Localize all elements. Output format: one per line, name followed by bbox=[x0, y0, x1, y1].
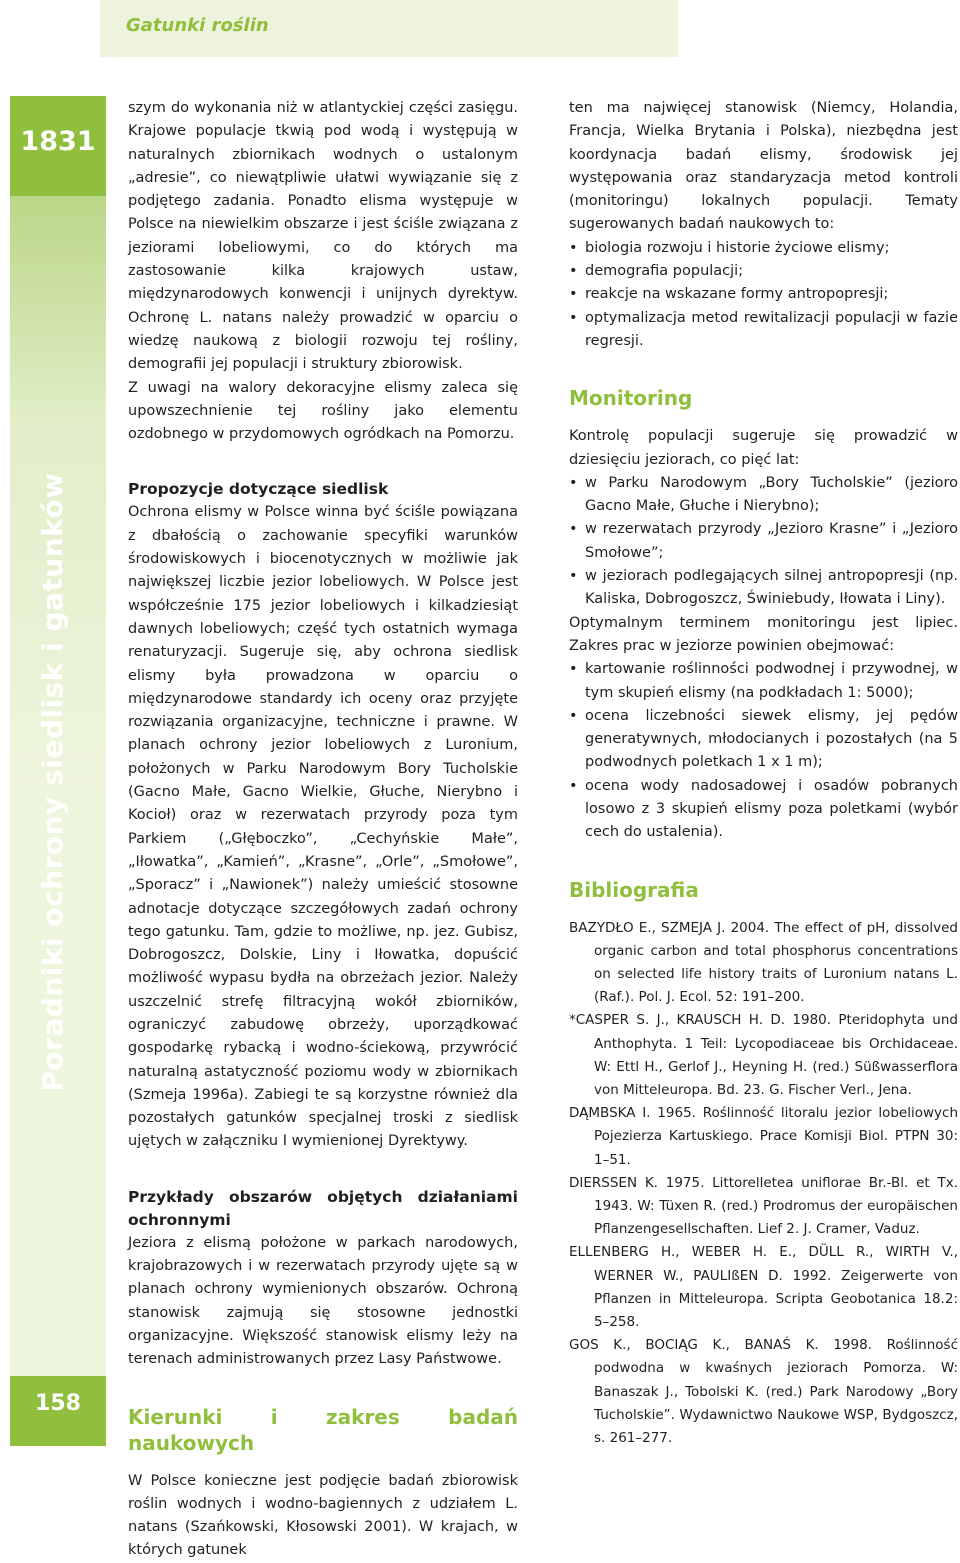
right-column bbox=[569, 97, 958, 1450]
bibliography-entry: GOS K., BOCIĄG K., BANAŚ K. 1998. Roślinność podwodna w kwaśnych jeziorach Pomorza. W: Banaszak J., Tobolski K. (red.) Park Narodowy „Bory Tucholskie”. Wydawnictwo Naukowe WSP, Bydgoszcz, s. 261–277. bbox=[569, 1337, 958, 1447]
paragraph: Z uwagi na walory dekoracyjne elismy zaleca się upowszechnienie tej rośliny jako elementu ozdobnego w przydomowych ogródkach na Pomorzu. bbox=[128, 379, 518, 443]
list-item: • reakcje na wskazane formy antropopresji; bbox=[569, 283, 958, 306]
list-item: • w jeziorach podlegających silnej antropopresji (np. Kaliska, Dobrogoszcz, Świniebudy, Iłowata i Liny). bbox=[569, 565, 958, 612]
edition-number: 1831 bbox=[20, 126, 96, 157]
section-heading-bibliografia: Bibliografia bbox=[569, 877, 699, 902]
bibliography-entry: DĄMBSKA I. 1965. Roślinność litoralu jezior lobeliowych Pojezierza Kartuskiego. Prace Komisji Biol. PTPN 30: 1–51. bbox=[569, 1105, 958, 1168]
list-item: • kartowanie roślinności podwodnej i przywodnej, w tym skupień elismy (na podkładach 1: 5000); bbox=[569, 658, 958, 705]
section-heading-kierunki: Kierunki i zakres badań naukowych bbox=[128, 1404, 518, 1455]
section-heading-monitoring: Monitoring bbox=[569, 386, 693, 411]
list-item: • optymalizacja metod rewitalizacji populacji w fazie regresji. bbox=[569, 307, 958, 354]
page-number: 158 bbox=[35, 1391, 81, 1416]
paragraph: szym do wykonania niż w atlantyckiej części zasięgu. Krajowe populacje tkwią pod wodą i występują w naturalnych zbiornikach wodnych o ustalonym „adresie”, co niewątpliwie ułatwi wywiązanie się z podjętego zadania. Ponadto elisma występuje w Polsce na niewielkim obszarze i jest ściśle związana z jeziorami lobeliowymi, co do których ma zastosowanie kilka krajowych ustaw, międzynarodowych konwencji i unijnych dyrektyw. Ochronę L. natans należy prowadzić w oparciu o wiedzę naukową z biologii rozwoju tej rośliny, demografii jej populacji i struktury zbiorowisk. bbox=[128, 100, 518, 373]
bibliography-list bbox=[569, 917, 958, 1451]
series-title: Poradniki ochrony siedlisk i gatunków bbox=[36, 472, 69, 1092]
bibliography-entry: BAZYDŁO E., SZMEJA J. 2004. The effect of pH, dissolved organic carbon and total phosphorus concentrations on selected life history traits of Luronium natans L. (Raf.). Pol. J. Ecol. 52: 191–200. bbox=[569, 919, 958, 1006]
list-item: • ocena wody nadosadowej i osadów pobranych losowo z 3 skupień elismy poza poletkami (wybór cech do ustalenia). bbox=[569, 775, 958, 845]
section-heading-obszary: Przykłady obszarów objętych działaniami ochronnymi bbox=[128, 1187, 518, 1229]
list-item: • demografia populacji; bbox=[569, 260, 958, 283]
bibliography-entry: *CASPER S. J., KRAUSCH H. D. 1980. Pteridophyta und Anthophyta. 1 Teil: Lycopodiaceae bis Orchidaceae. W: Ettl H., Gerlof J., Heyning H. (red.) Süßwasserflora von Mitteleuropa. Bd. 23. G. Fischer Verl., Jena. bbox=[569, 1012, 958, 1099]
section-heading-siedliska: Propozycje dotyczące siedlisk bbox=[128, 480, 389, 499]
paragraph: Jeziora z elismą położone w parkach narodowych, krajobrazowych i w rezerwatach przyrody ujęte są w planach ochrony wymienionych obszarów. Ochroną stanowisk zajmują się stosowne jednostki organizacyjne. Większość stanowisk elismy leży na terenach administrowanych przez Lasy Państwowe. bbox=[128, 1234, 518, 1368]
paragraph: Optymalnym terminem monitoringu jest lipiec. Zakres prac w jeziorze powinien obejmować: bbox=[569, 614, 958, 654]
list-item: • biologia rozwoju i historie życiowe elismy; bbox=[569, 237, 958, 260]
paragraph: ten ma najwięcej stanowisk (Niemcy, Holandia, Francja, Wielka Brytania i Polska), niezbędna jest koordynacja badań elismy, środowisk jej występowania oraz standaryzacja metod kontroli (monitoringu) lokalnych populacji. Tematy sugerowanych badań naukowych to: bbox=[569, 100, 958, 233]
bibliography-entry: ELLENBERG H., WEBER H. E., DÜLL R., WIRTH V., WERNER W., PAULIßEN D. 1992. Zeigerwerte von Pflanzen in Mitteleuropa. Scripta Geobotanica 18.2: 5–258. bbox=[569, 1244, 958, 1331]
list-item: • w rezerwatach przyrody „Jezioro Krasne” i „Jezioro Smołowe”; bbox=[569, 518, 958, 565]
paragraph: Kontrolę populacji sugeruje się prowadzić w dziesięciu jeziorach, co pięć lat: bbox=[569, 428, 958, 468]
list-item: • w Parku Narodowym „Bory Tucholskie” (jezioro Gacno Małe, Głuche i Nierybno); bbox=[569, 472, 958, 519]
left-column bbox=[128, 97, 518, 1563]
paragraph: W Polsce konieczne jest podjęcie badań zbiorowisk roślin wodnych i wodno-bagiennych z udziałem L. natans (Szańkowski, Kłosowski 2001). W krajach, w których gatunek bbox=[128, 1472, 518, 1559]
tasks-list bbox=[569, 658, 958, 844]
bibliography-entry: DIERSSEN K. 1975. Littorelletea uniflorae Br.-Bl. et Tx. 1943. W: Tüxen R. (red.) Prodromus der europäischen Pflanzengesellschaften. Lief 2. J. Cramer, Vaduz. bbox=[569, 1174, 958, 1238]
research-topics-list bbox=[569, 237, 958, 353]
paragraph: Ochrona elismy w Polsce winna być ściśle powiązana z dbałością o zachowanie specyfiki warunków środowiskowych i biocenotycznych w możliwie jak największej liczbie jezior lobeliowych. W Polsce jest współcześnie 175 jezior lobeliowych i kilkadziesiąt dawnych lobeliowych; część tych ostatnich wymaga renaturyzacji. Sugeruje się, aby ochrona siedlisk elismy była prowadzona w oparciu o międzynarodowe standardy ich oceny oraz przyjęte rozwiązania organizacyjne, techniczne i prawne. W planach ochrony jezior lobeliowych z Luronium, położonych w Parku Narodowym Bory Tucholskie (Gacno Małe, Gacno Wielkie, Głuche, Nierybno i Kocioł) oraz w rezerwatach przyrody poza tym Parkiem („Głęboczko”, „Cechyńskie Małe”, „Iłowatka”, „Kamień”, „Krasne”, „Orle”, „Smołowe”, „Sporacz” i „Nawionek”) należy umieścić stosowne adnotacje dotyczące szczegółowych zadań ochrony tego gatunku. Tam, gdzie to możliwe, np. jez. Gubisz, Dobrogoszcz, Dolskie, Liny i Iłowatka, dopuścić możliwość wypasu bydła na obrzeżach jezior. Należy uszczelnić strefę filtracyjną wokół zbiorników, ograniczyć zabudowę obrzeży, uporządkować gospodarkę rybacką i wodno-ściekową, przywrócić naturalną astatyczność poziomu wody w zbiornikach (Szmeja 1996a). Zabiegi te są korzystne również dla pozostałych gatunków specjalnej troski z siedlisk ujętych w załączniku I wymienionej Dyrektywy. bbox=[128, 504, 518, 1150]
list-item: • ocena liczebności siewek elismy, jej pędów generatywnych, młodocianych i pozostałych (na 5 podwodnych poletkach 1 x 1 m); bbox=[569, 705, 958, 775]
lakes-list bbox=[569, 472, 958, 612]
page-header-title: Gatunki roślin bbox=[126, 15, 269, 36]
